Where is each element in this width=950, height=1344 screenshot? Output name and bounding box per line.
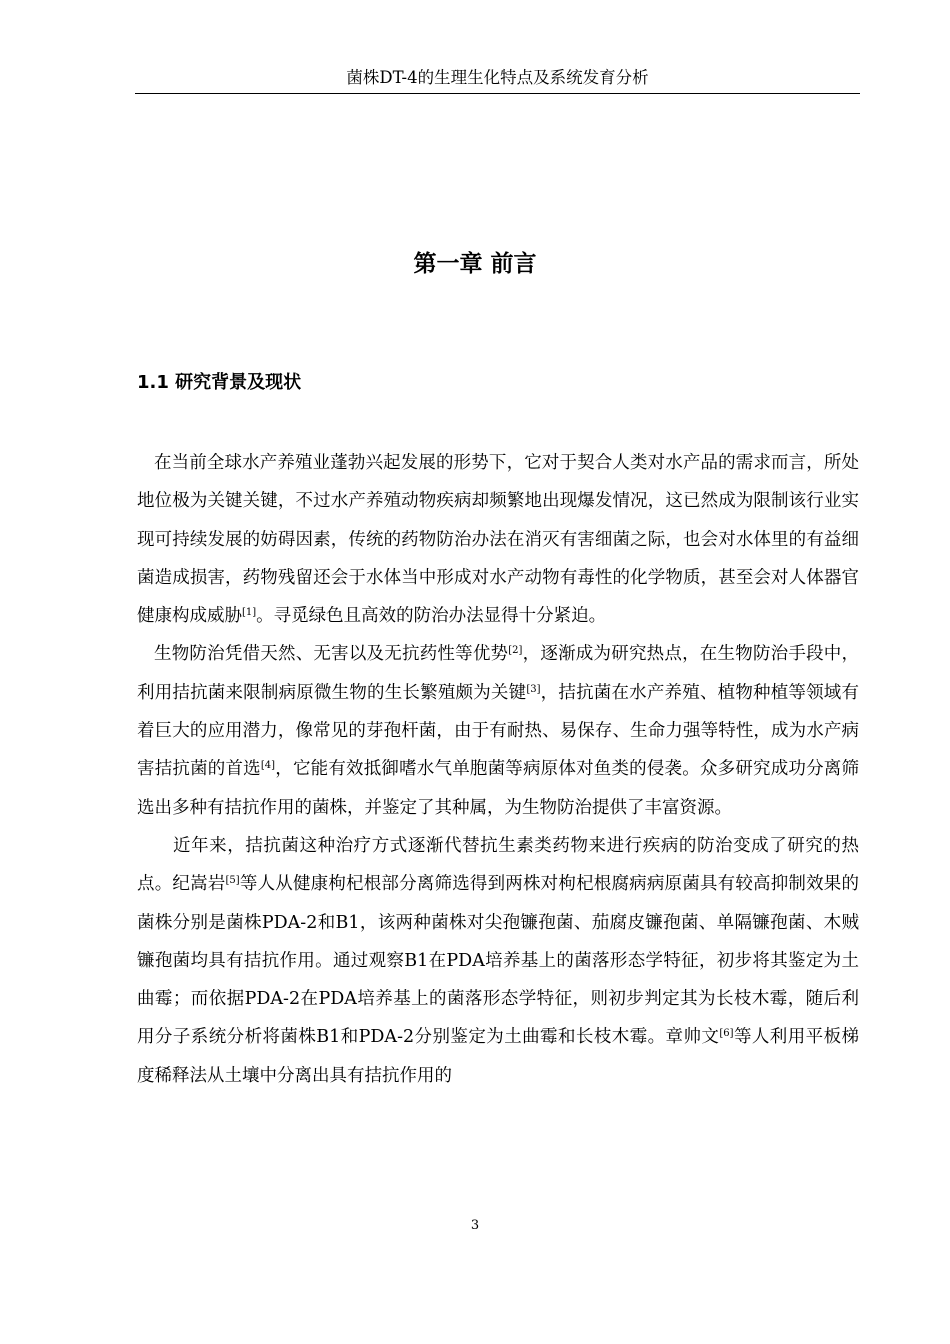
- body-text: [137, 444, 859, 1095]
- citation-3: [3]: [526, 683, 541, 695]
- paragraph-3-text-c: 等人利用平板梯度稀释法从土壤中分离出具有拮抗作用的: [137, 1027, 860, 1086]
- citation-5: [5]: [225, 875, 240, 887]
- paragraph-3-text-b: 等人从健康枸杞根部分离筛选得到两株对枸杞根腐病病原菌具有较高抑制效果的菌株分别是菌株PDA-2和B1，该两种菌株对尖孢镰孢菌、茄腐皮镰孢菌、单隔镰孢菌、木贼镰孢菌均具有拮抗作用。通过观察B1在PDA培养基上的菌落形态学特征，初步将其鉴定为土曲霉；而依据PDA-2在PDA培养基上的菌落形态学特征，则初步判定其为长枝木霉，随后利用分子系统分析将菌株B1和PDA-2分别鉴定为土曲霉和长枝木霉。章帅文: [137, 874, 860, 1048]
- header-rule: [135, 93, 860, 94]
- paragraph-1: [137, 444, 859, 635]
- paragraph-3: [137, 827, 859, 1095]
- paragraph-3-text-a: 近年来，拮抗菌这种治疗方式逐渐代替抗生素类药物来进行疾病的防治变成了研究的热点。纪嵩岩: [137, 835, 859, 895]
- section-heading: 1.1 研究背景及现状: [137, 372, 302, 393]
- citation-1: [1]: [242, 607, 257, 619]
- paragraph-2-text-d: ，它能有效抵御嗜水气单胞菌等病原体对鱼类的侵袭。众多研究成功分离筛选出多种有拮抗作用的菌株，并鉴定了其种属，为生物防治提供了丰富资源。: [137, 759, 860, 818]
- paragraph-2-text-b: ，逐渐成为研究热点，在生物防治手段中，利用拮抗菌来限制病原微生物的生长繁殖颇为关键: [137, 644, 860, 703]
- citation-2: [2]: [508, 645, 523, 657]
- running-header: 菌株DT-4的生理生化特点及系统发育分析: [346, 68, 649, 87]
- paragraph-2-text-a: 生物防治凭借天然、无害以及无抗药性等优势: [154, 644, 509, 665]
- paragraph-2: [137, 635, 859, 826]
- paragraph-1-text-b: 。寻觅绿色且高效的防治办法显得十分紧迫。: [256, 606, 607, 627]
- chapter-title: 第一章 前言: [413, 251, 537, 277]
- citation-6: [6]: [719, 1028, 734, 1040]
- paragraph-2-text-c: ，拮抗菌在水产养殖、植物种植等领域有着巨大的应用潜力，像常见的芽孢杆菌，由于有耐热、易保存、生命力强等特性，成为水产病害拮抗菌的首选: [137, 682, 860, 780]
- page-number: 3: [470, 1218, 480, 1233]
- citation-4: [4]: [260, 760, 276, 772]
- paragraph-1-text-a: 在当前全球水产养殖业蓬勃兴起发展的形势下，它对于契合人类对水产品的需求而言，所处地位极为关键关键，不过水产养殖动物疾病却频繁地出现爆发情况，这已然成为限制该行业实现可持续发展的妨碍因素，传统的药物防治办法在消灭有害细菌之际，也会对水体里的有益细菌造成损害，药物残留还会于水体当中形成对水产动物有毒性的化学物质，甚至会对人体器官健康构成威胁: [137, 453, 859, 627]
